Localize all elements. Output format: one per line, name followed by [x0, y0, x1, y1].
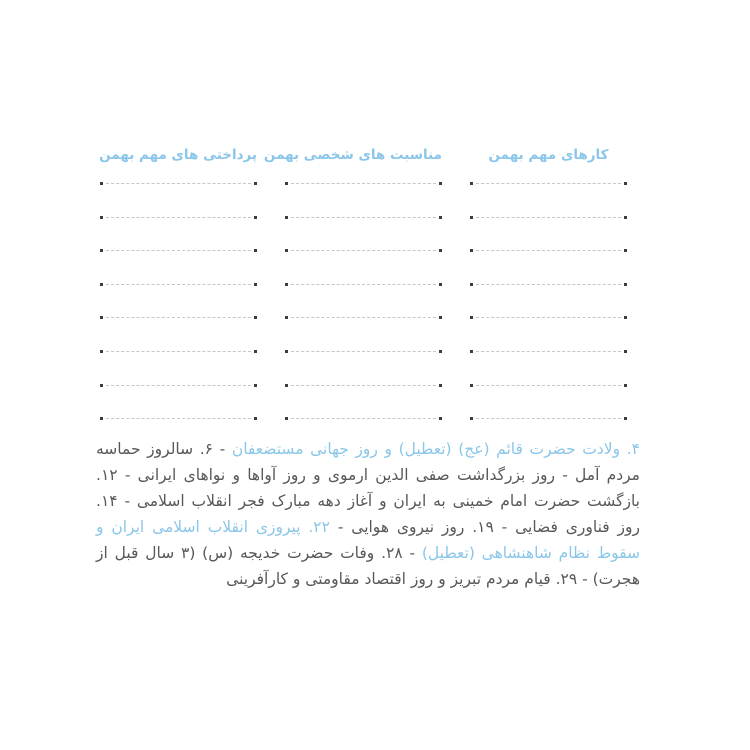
- column-title: کارهای مهم بهمن: [488, 147, 609, 163]
- dotted-rule: [476, 250, 621, 251]
- line-end-dot: [470, 283, 473, 286]
- line-end-dot: [470, 417, 473, 420]
- dotted-rule: [106, 351, 251, 352]
- dotted-rule: [291, 317, 436, 318]
- dotted-rule: [106, 284, 251, 285]
- dotted-rule: [106, 385, 251, 386]
- dotted-rule: [476, 217, 621, 218]
- event-text: - ۲۸. وفات حضرت خدیجه (س) (۳ سال قبل از هجرت) - ۲۹. قیام مردم تبریز و روز اقتصاد مقاومتی و کارآفرینی: [96, 544, 640, 588]
- dotted-rule: [106, 217, 251, 218]
- ruled-line: [285, 283, 442, 317]
- line-end-dot: [624, 283, 627, 286]
- dotted-rule: [291, 385, 436, 386]
- line-end-dot: [254, 283, 257, 286]
- line-end-dot: [439, 417, 442, 420]
- ruled-line: [100, 350, 257, 384]
- dotted-rule: [106, 317, 251, 318]
- ruled-line: [100, 283, 257, 317]
- line-end-dot: [470, 384, 473, 387]
- ruled-line: [470, 384, 627, 418]
- line-end-dot: [624, 417, 627, 420]
- column-lines: [100, 168, 257, 451]
- ruled-line: [285, 182, 442, 216]
- line-end-dot: [285, 182, 288, 185]
- ruled-line: [285, 316, 442, 350]
- events-paragraph: [96, 436, 640, 592]
- ruled-line: [285, 350, 442, 384]
- ruled-line: [285, 384, 442, 418]
- dotted-rule: [291, 183, 436, 184]
- line-end-dot: [439, 182, 442, 185]
- ruled-line: [285, 216, 442, 250]
- ruled-line: [100, 216, 257, 250]
- dotted-rule: [476, 385, 621, 386]
- ruled-line: [100, 182, 257, 216]
- line-end-dot: [100, 182, 103, 185]
- ruled-line: [470, 283, 627, 317]
- line-end-dot: [100, 283, 103, 286]
- line-end-dot: [254, 216, 257, 219]
- holiday-event-text: ۴. ولادت حضرت قائم (عج) (تعطیل) و روز جهانی مستضعفان: [231, 440, 640, 458]
- column-lines: [285, 168, 442, 451]
- line-end-dot: [470, 316, 473, 319]
- line-end-dot: [439, 350, 442, 353]
- dotted-rule: [476, 418, 621, 419]
- dotted-rule: [291, 284, 436, 285]
- planner-column-important-tasks: [470, 147, 627, 451]
- line-end-dot: [439, 249, 442, 252]
- line-end-dot: [285, 384, 288, 387]
- planner-column-important-payments: [100, 147, 257, 451]
- line-end-dot: [470, 249, 473, 252]
- dotted-rule: [291, 351, 436, 352]
- line-end-dot: [470, 182, 473, 185]
- line-end-dot: [285, 417, 288, 420]
- line-end-dot: [470, 216, 473, 219]
- line-end-dot: [624, 384, 627, 387]
- ruled-line: [285, 249, 442, 283]
- dotted-rule: [106, 418, 251, 419]
- line-end-dot: [439, 384, 442, 387]
- line-end-dot: [254, 316, 257, 319]
- line-end-dot: [439, 283, 442, 286]
- line-end-dot: [439, 216, 442, 219]
- line-end-dot: [100, 249, 103, 252]
- line-end-dot: [624, 249, 627, 252]
- line-end-dot: [624, 350, 627, 353]
- planner-columns: [100, 147, 627, 451]
- line-end-dot: [285, 216, 288, 219]
- ruled-line: [470, 249, 627, 283]
- line-end-dot: [100, 216, 103, 219]
- holiday-event-text: ۲۲. پیروزی انقلاب اسلامی ایران و سقوط نظام شاهنشاهی (تعطیل): [96, 518, 640, 562]
- line-end-dot: [100, 384, 103, 387]
- line-end-dot: [285, 316, 288, 319]
- line-end-dot: [100, 316, 103, 319]
- line-end-dot: [624, 182, 627, 185]
- ruled-line: [470, 316, 627, 350]
- dotted-rule: [476, 183, 621, 184]
- dotted-rule: [291, 217, 436, 218]
- dotted-rule: [291, 250, 436, 251]
- event-text: - ۶. سالروز حماسه مردم آمل - روز بزرگداشت صفی الدین ارموی و روز آواها و نواهای ایرانی - ۱۲. بازگشت حضرت امام خمینی به ایران و آغاز دهه مبارک فجر انقلاب اسلامی - ۱۴. روز فناوری فضایی - ۱۹. روز نیروی هوایی -: [96, 440, 640, 536]
- line-end-dot: [100, 417, 103, 420]
- line-end-dot: [254, 249, 257, 252]
- line-end-dot: [254, 417, 257, 420]
- line-end-dot: [100, 350, 103, 353]
- line-end-dot: [285, 283, 288, 286]
- dotted-rule: [106, 183, 251, 184]
- ruled-line: [470, 216, 627, 250]
- planner-column-personal-occasions: [263, 147, 442, 451]
- ruled-line: [100, 249, 257, 283]
- line-end-dot: [285, 350, 288, 353]
- column-title: پرداختی های مهم بهمن: [99, 147, 257, 163]
- line-end-dot: [624, 316, 627, 319]
- dotted-rule: [291, 418, 436, 419]
- line-end-dot: [254, 384, 257, 387]
- dotted-rule: [476, 284, 621, 285]
- dotted-rule: [106, 250, 251, 251]
- line-end-dot: [254, 182, 257, 185]
- line-end-dot: [439, 316, 442, 319]
- ruled-line: [100, 384, 257, 418]
- dotted-rule: [476, 317, 621, 318]
- column-lines: [470, 168, 627, 451]
- dotted-rule: [476, 351, 621, 352]
- line-end-dot: [285, 249, 288, 252]
- ruled-line: [470, 182, 627, 216]
- column-title: مناسبت های شخصی بهمن: [263, 147, 442, 163]
- line-end-dot: [470, 350, 473, 353]
- ruled-line: [100, 316, 257, 350]
- line-end-dot: [254, 350, 257, 353]
- line-end-dot: [624, 216, 627, 219]
- ruled-line: [470, 350, 627, 384]
